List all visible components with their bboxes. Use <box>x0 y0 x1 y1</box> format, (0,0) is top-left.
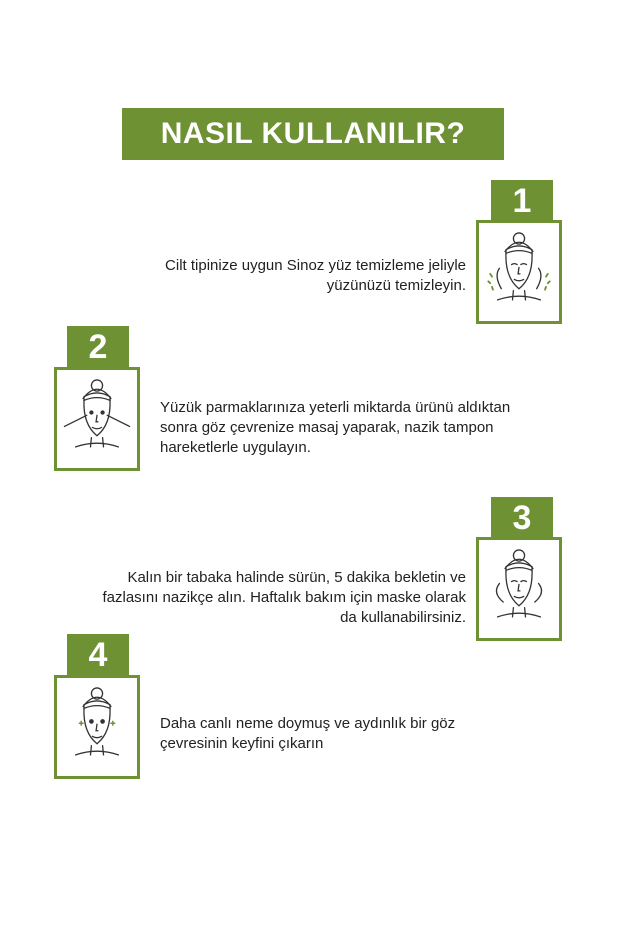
face-eye-massage-icon <box>54 367 140 471</box>
face-mask-icon <box>476 537 562 641</box>
step-2-text: Yüzük parmaklarınıza yeterli miktarda ürünü aldıktan sonra göz çevrenize masaj yaparak, nazik tampon hareketlerle uygulayın. <box>160 399 511 456</box>
step-number-badge: 4 <box>67 634 129 676</box>
step-number-badge: 3 <box>491 497 553 539</box>
face-glowing-eyes-icon <box>54 675 140 779</box>
page-title: NASIL KULLANILIR? <box>160 117 466 150</box>
face-cleansing-icon <box>476 220 562 324</box>
step-4-text: Daha canlı neme doymuş ve aydınlık bir göz çevresinin keyfini çıkarın <box>160 715 456 752</box>
step-number-badge: 1 <box>491 180 553 222</box>
title-banner <box>122 108 504 160</box>
step-number-badge: 2 <box>67 326 129 368</box>
step-3-text: Kalın bir tabaka halinde sürün, 5 dakika bekletin ve fazlasını nazikçe alın. Haftalık bakım için maske olarak da kullanabilirsiniz. <box>102 569 466 626</box>
step-1-text: Cilt tipinize uygun Sinoz yüz temizleme jeliyle yüzünüzü temizleyin. <box>165 257 466 294</box>
